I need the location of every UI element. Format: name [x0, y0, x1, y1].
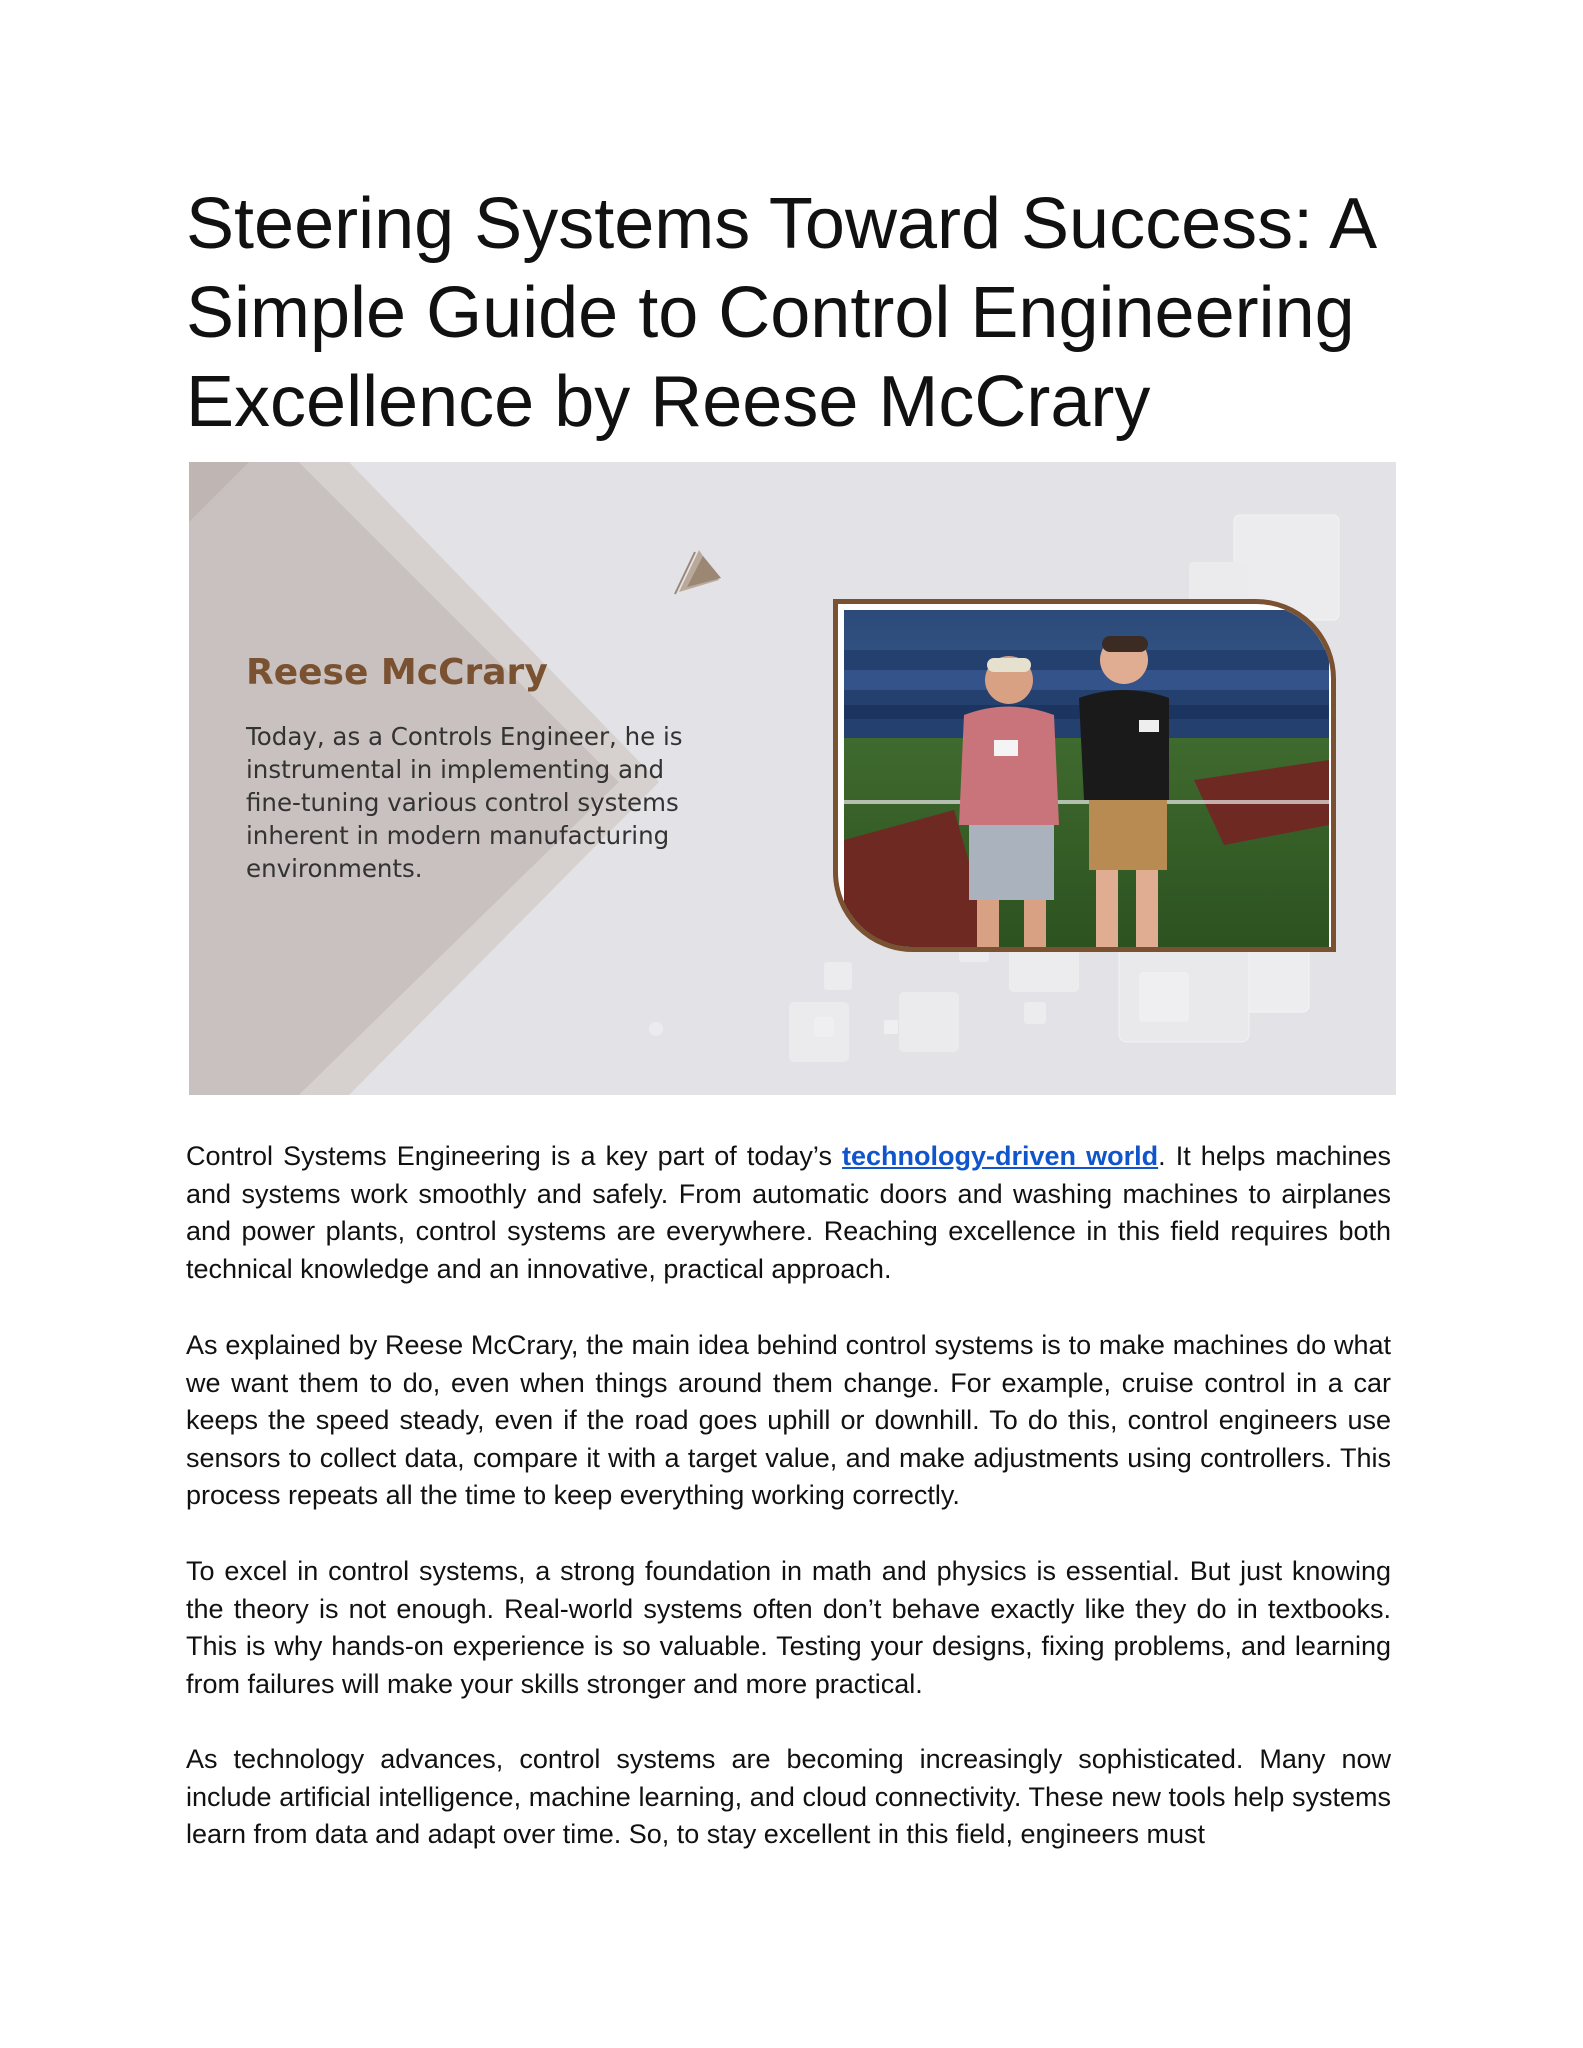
technology-driven-world-link[interactable]: technology-driven world — [842, 1141, 1159, 1171]
profile-photo — [833, 599, 1336, 952]
banner-description: Today, as a Controls Engineer, he is instrumental in implementing and fine-tuning various control systems inherent in modern manufacturing environments. — [246, 722, 683, 883]
hero-banner — [189, 462, 1396, 1095]
banner-heading: Reese McCrary — [246, 652, 548, 693]
stadium-photo-image — [844, 610, 1329, 948]
paragraph-foundation: To excel in control systems, a strong foundation in math and physics is essential. But just knowing the theory is not enough. Real-world systems often don’t behave exactly like they do in textbooks. This is why hands-on experience is so valuable. Testing your designs, fixing problems, and learning from failures will make your skills stronger and more practical. — [186, 1556, 1391, 1699]
logo-icon — [669, 542, 729, 602]
page-title: Steering Systems Toward Success: A Simple Guide to Control Engineering Excellence by Reese McCrary — [186, 184, 1374, 442]
paragraph-control-basics: As explained by Reese McCrary, the main idea behind control systems is to make machines do what we want them to do, even when things around them change. For example, cruise control in a car keeps the speed steady, even if the road goes uphill or downhill. To do this, control engineers use sensors to collect data, compare it with a target value, and make adjustments using controllers. This process repeats all the time to keep everything working correctly. — [186, 1330, 1391, 1510]
paragraph-intro-start: Control Systems Engineering is a key part of today’s — [186, 1141, 843, 1171]
paragraph-advances: As technology advances, control systems are becoming increasingly sophisticated. Many now include artificial intelligence, machine learning, and cloud connectivity. These new tools help systems learn from data and adapt over time. So, to stay excellent in this field, engineers must — [186, 1744, 1391, 1849]
paragraph-intro-end: . It helps machines and systems work smoothly and safely. From automatic doors and washing machines to airplanes and power plants, control systems are everywhere. Reaching excellence in this field requires both technical knowledge and an innovative, practical approach. — [186, 1141, 1391, 1284]
paragraph-intro — [186, 1138, 1391, 1288]
